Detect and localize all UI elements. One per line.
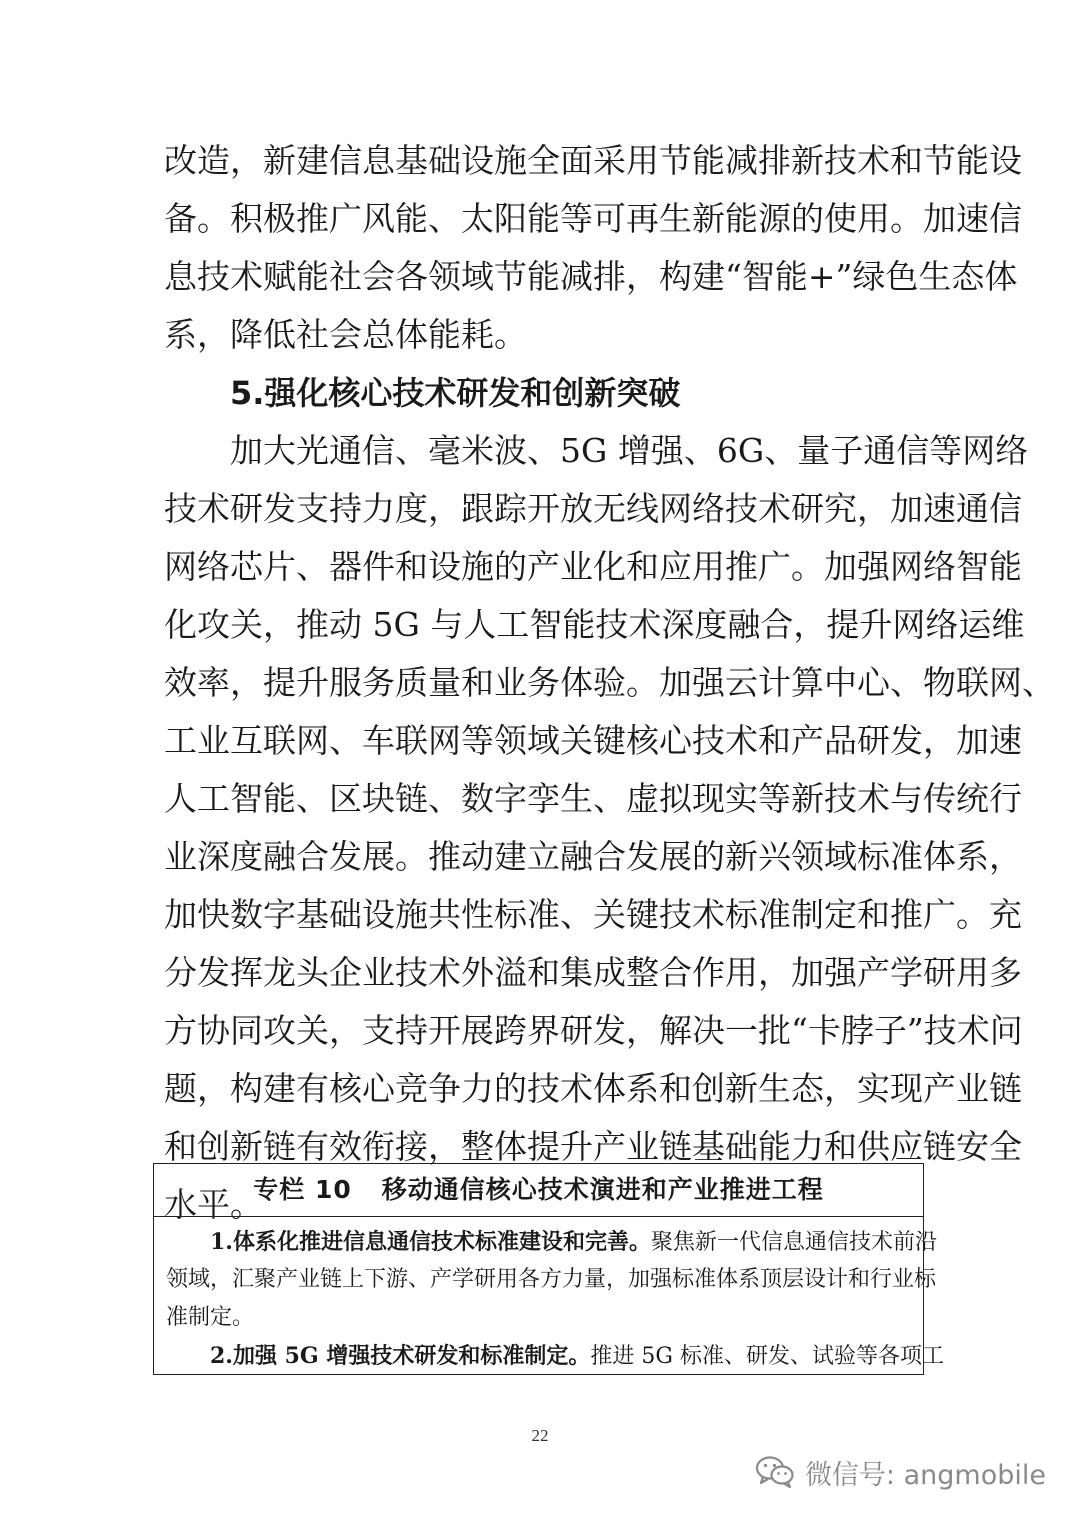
text-line: 人工智能、区块链、数字孪生、虚拟现实等新技术与传统行 (164, 779, 1022, 818)
text-line: 方协同攻关，支持开展跨界研发，解决一批“卡脖子”技术问 (164, 1011, 1023, 1050)
text-line: 技术研发支持力度，跟踪开放无线网络技术研究，加速通信 (164, 489, 1022, 528)
box-item-text: 推进 5G 标准、研发、试验等各项工 (590, 1344, 944, 1369)
box-item-heading: 2.加强 5G 增强技术研发和标准制定。 (210, 1343, 591, 1369)
box-item-text: 聚焦新一代信息通信技术前沿 (650, 1230, 937, 1255)
box-line: 准制定。 (166, 1305, 255, 1330)
section-heading: 5.强化核心技术研发和创新突破 (230, 374, 681, 412)
body-text (164, 132, 1055, 1234)
text-line: 题，构建有核心竞争力的技术体系和创新生态，实现产业链 (164, 1069, 1022, 1108)
watermark-text: 微信号: angmobile (804, 1459, 1046, 1491)
text-line: 网络芯片、器件和设施的产业化和应用推广。加强网络智能 (164, 547, 1022, 586)
text-line: 加快数字基础设施共性标准、关键技术标准制定和推广。充 (164, 895, 1022, 934)
text-line: 加大光通信、毫米波、5G 增强、6G、量子通信等网络 (230, 431, 1029, 470)
text-line: 效率，提升服务质量和业务体验。加强云计算中心、物联网、 (164, 663, 1055, 702)
text-line: 备。积极推广风能、太阳能等可再生新能源的使用。加速信 (164, 199, 1022, 238)
box-line: 领域，汇聚产业链上下游、产学研用各方力量，加强标准体系顶层设计和行业标 (166, 1267, 937, 1292)
text-line: 水平。 (164, 1185, 263, 1224)
text-line: 业深度融合发展。推动建立融合发展的新兴领域标准体系， (164, 837, 1022, 876)
text-line: 分发挥龙头企业技术外溢和集成整合作用，加强产学研用多 (164, 953, 1022, 992)
box-title-text: 移动通信核心技术演进和产业推进工程 (381, 1175, 824, 1204)
box-body (154, 1217, 944, 1375)
text-line: 工业互联网、车联网等领域关键核心技术和产品研发，加速 (164, 721, 1022, 760)
box-line (166, 1223, 937, 1261)
box-item-heading: 1.体系化推进信息通信技术标准建设和完善。 (210, 1229, 651, 1255)
text-line: 化攻关，推动 5G 与人工智能技术深度融合，提升网络运维 (164, 605, 1025, 644)
page-number: 22 (531, 1426, 549, 1445)
column-box (153, 1163, 944, 1375)
text-line: 系，降低社会总体能耗。 (164, 315, 527, 354)
text-line: 息技术赋能社会各领域节能减排，构建“智能+”绿色生态体 (164, 257, 1018, 296)
text-line: 改造，新建信息基础设施全面采用节能减排新技术和节能设 (164, 141, 1022, 180)
box-line (166, 1337, 944, 1375)
watermark (755, 1452, 1046, 1492)
text-line: 和创新链有效衔接，整体提升产业链基础能力和供应链安全 (164, 1127, 1022, 1166)
wechat-icon (755, 1455, 795, 1489)
box-title-number: 专栏 10 (253, 1175, 352, 1204)
box-title (154, 1164, 923, 1217)
